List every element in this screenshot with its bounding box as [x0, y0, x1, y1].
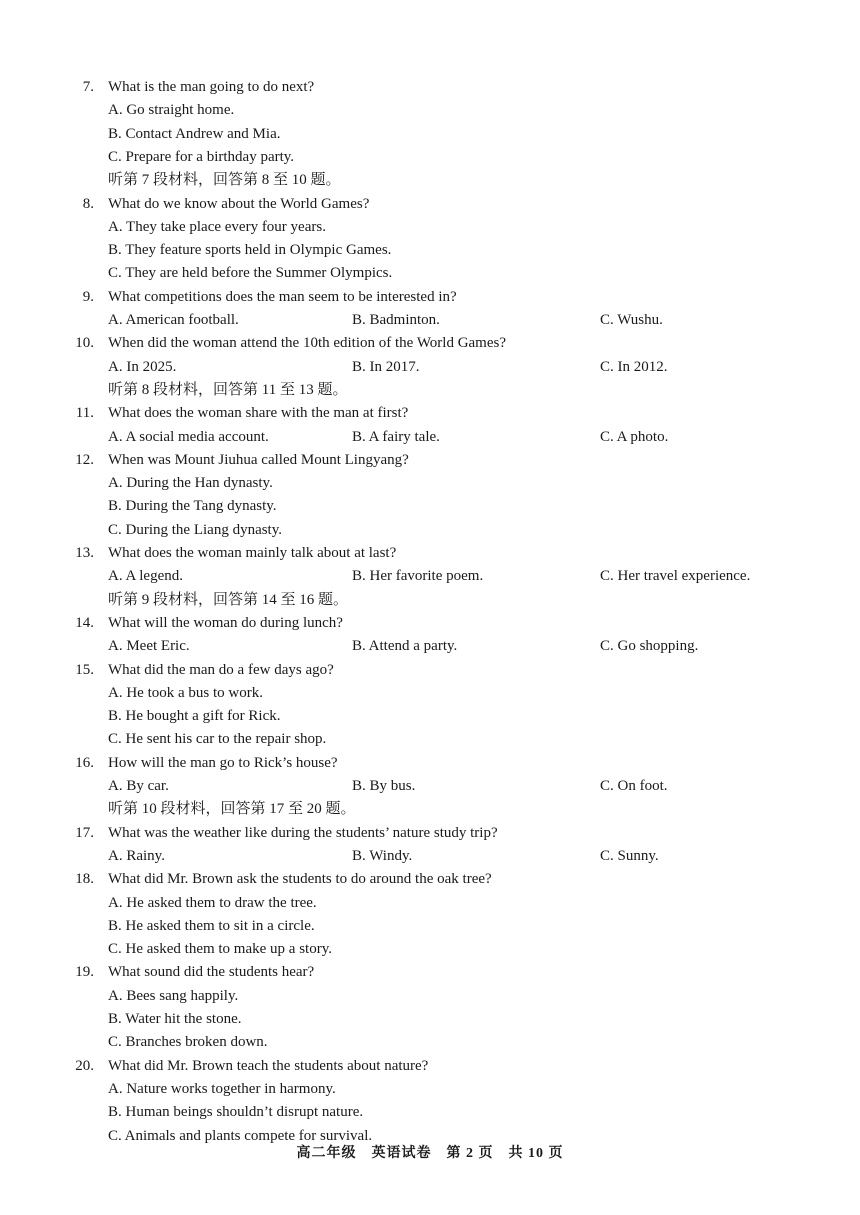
question-text: What will the woman do during lunch? [108, 614, 343, 631]
option-c: C. Prepare for a birthday party. [108, 148, 295, 165]
section-instruction [0, 169, 860, 191]
options-row [0, 775, 860, 797]
options-row [0, 356, 860, 378]
question-text: When was Mount Jiuhua called Mount Lingyang? [108, 451, 409, 468]
option-a: A. During the Han dynasty. [108, 475, 273, 492]
option-b: B. Water hit the stone. [108, 1011, 242, 1027]
question [0, 542, 860, 564]
options-row [0, 845, 860, 867]
question-number: 16. [75, 754, 94, 771]
option-a: A. Nature works together in harmony. [108, 1080, 336, 1097]
option-a: A. A legend. [108, 568, 183, 585]
option-a: A. A social media account. [108, 428, 269, 445]
question [0, 193, 860, 215]
option-line [0, 472, 860, 494]
question-number: 9. [82, 288, 94, 305]
option-line [0, 1101, 860, 1123]
question [0, 961, 860, 983]
options-row [0, 635, 860, 657]
option-a: A. Bees sang happily. [108, 987, 239, 1004]
option-c: C. On foot. [600, 778, 668, 794]
option-a: A. They take place every four years. [108, 218, 326, 235]
section-instruction-text: 听第 10 段材料，回答第 17 至 20 题。 [108, 801, 356, 818]
option-line [0, 262, 860, 284]
option-c: C. Branches broken down. [108, 1034, 268, 1051]
section-instruction-text: 听第 8 段材料，回答第 11 至 13 题。 [108, 381, 348, 398]
question [0, 286, 860, 308]
question-text: What is the man going to do next? [108, 79, 315, 95]
page-footer: 高二年级 英语试卷 第 2 页 共 10 页 [296, 1146, 564, 1161]
option-a: A. He asked them to draw the tree. [108, 894, 317, 911]
question-number: 7. [82, 79, 94, 95]
option-a: A. American football. [108, 312, 239, 328]
section-instruction [0, 589, 860, 611]
option-a: A. He took a bus to work. [108, 684, 263, 701]
option-line [0, 728, 860, 750]
option-line [0, 705, 860, 727]
question-text: What did the man do a few days ago? [108, 661, 334, 678]
options-row [0, 565, 860, 587]
option-b: B. A fairy tale. [352, 428, 440, 445]
question-text: When did the woman attend the 10th edition of the World Games? [108, 335, 506, 352]
option-c: C. Her travel experience. [600, 568, 751, 585]
options-row [0, 426, 860, 448]
question-text: What does the woman share with the man at first? [108, 405, 409, 422]
section-instruction [0, 798, 860, 820]
option-b: B. He asked them to sit in a circle. [108, 917, 315, 934]
option-b: B. Human beings shouldn’t disrupt nature. [108, 1104, 364, 1121]
option-a: A. Go straight home. [108, 102, 235, 119]
question-number: 19. [75, 964, 94, 981]
question-text: What sound did the students hear? [108, 964, 315, 981]
question [0, 1055, 860, 1077]
option-c: C. A photo. [600, 428, 669, 445]
option-line [0, 123, 860, 145]
option-b: B. During the Tang dynasty. [108, 498, 277, 515]
question-number: 10. [75, 335, 94, 352]
question-text: How will the man go to Rick’s house? [108, 754, 338, 771]
question [0, 868, 860, 890]
option-b: B. Attend a party. [352, 638, 458, 655]
option-line [0, 239, 860, 261]
option-a: A. Rainy. [108, 847, 165, 864]
question-text: What does the woman mainly talk about at last? [108, 545, 397, 561]
question-number: 15. [75, 661, 94, 678]
option-b: B. By bus. [352, 778, 416, 794]
question-text: What was the weather like during the students’ nature study trip? [108, 824, 498, 841]
question [0, 659, 860, 681]
option-c: C. During the Liang dynasty. [108, 521, 283, 538]
option-line [0, 519, 860, 541]
option-b: B. Contact Andrew and Mia. [108, 125, 281, 142]
question-text: What do we know about the World Games? [108, 195, 370, 212]
question-number: 12. [75, 451, 94, 468]
option-line [0, 216, 860, 238]
question [0, 76, 860, 98]
option-line [0, 915, 860, 937]
option-line [0, 1008, 860, 1030]
option-a: A. In 2025. [108, 358, 177, 375]
options-row [0, 309, 860, 331]
option-b: B. Her favorite poem. [352, 568, 484, 585]
question [0, 332, 860, 354]
option-a: A. By car. [108, 778, 169, 794]
option-line [0, 1031, 860, 1053]
option-c: C. Go shopping. [600, 638, 699, 655]
question-text: What did Mr. Brown ask the students to do around the oak tree? [108, 871, 492, 888]
option-c: C. Sunny. [600, 847, 659, 864]
option-line [0, 99, 860, 121]
option-c: C. He sent his car to the repair shop. [108, 731, 327, 748]
option-b: B. He bought a gift for Rick. [108, 708, 281, 725]
section-instruction-text: 听第 7 段材料，回答第 8 至 10 题。 [108, 172, 341, 189]
option-line [0, 1078, 860, 1100]
option-b: B. They feature sports held in Olympic Games. [108, 242, 392, 259]
option-b: B. Badminton. [352, 312, 440, 328]
question-number: 8. [82, 195, 94, 212]
question [0, 752, 860, 774]
option-a: A. Meet Eric. [108, 638, 190, 655]
question-number: 17. [75, 824, 94, 841]
option-c: C. In 2012. [600, 358, 668, 375]
option-b: B. Windy. [352, 847, 413, 864]
option-c: C. They are held before the Summer Olympics. [108, 265, 393, 282]
option-line [0, 682, 860, 704]
question [0, 449, 860, 471]
option-line [0, 892, 860, 914]
question [0, 822, 860, 844]
option-line [0, 938, 860, 960]
section-instruction-text: 听第 9 段材料，回答第 14 至 16 题。 [108, 591, 349, 608]
option-b: B. In 2017. [352, 358, 420, 375]
question-number: 14. [75, 614, 94, 631]
question-text: What did Mr. Brown teach the students about nature? [108, 1057, 429, 1074]
option-line [0, 495, 860, 517]
option-line [0, 146, 860, 168]
question-number: 11. [75, 405, 94, 422]
option-c: C. Animals and plants compete for survival. [108, 1127, 373, 1144]
option-c: C. Wushu. [600, 312, 663, 328]
question-number: 13. [75, 545, 94, 561]
question [0, 402, 860, 424]
option-c: C. He asked them to make up a story. [108, 941, 332, 958]
option-line [0, 985, 860, 1007]
question-number: 18. [75, 871, 94, 888]
question [0, 612, 860, 634]
question-text: What competitions does the man seem to be interested in? [108, 288, 457, 305]
question-number: 20. [75, 1057, 94, 1074]
section-instruction [0, 379, 860, 401]
